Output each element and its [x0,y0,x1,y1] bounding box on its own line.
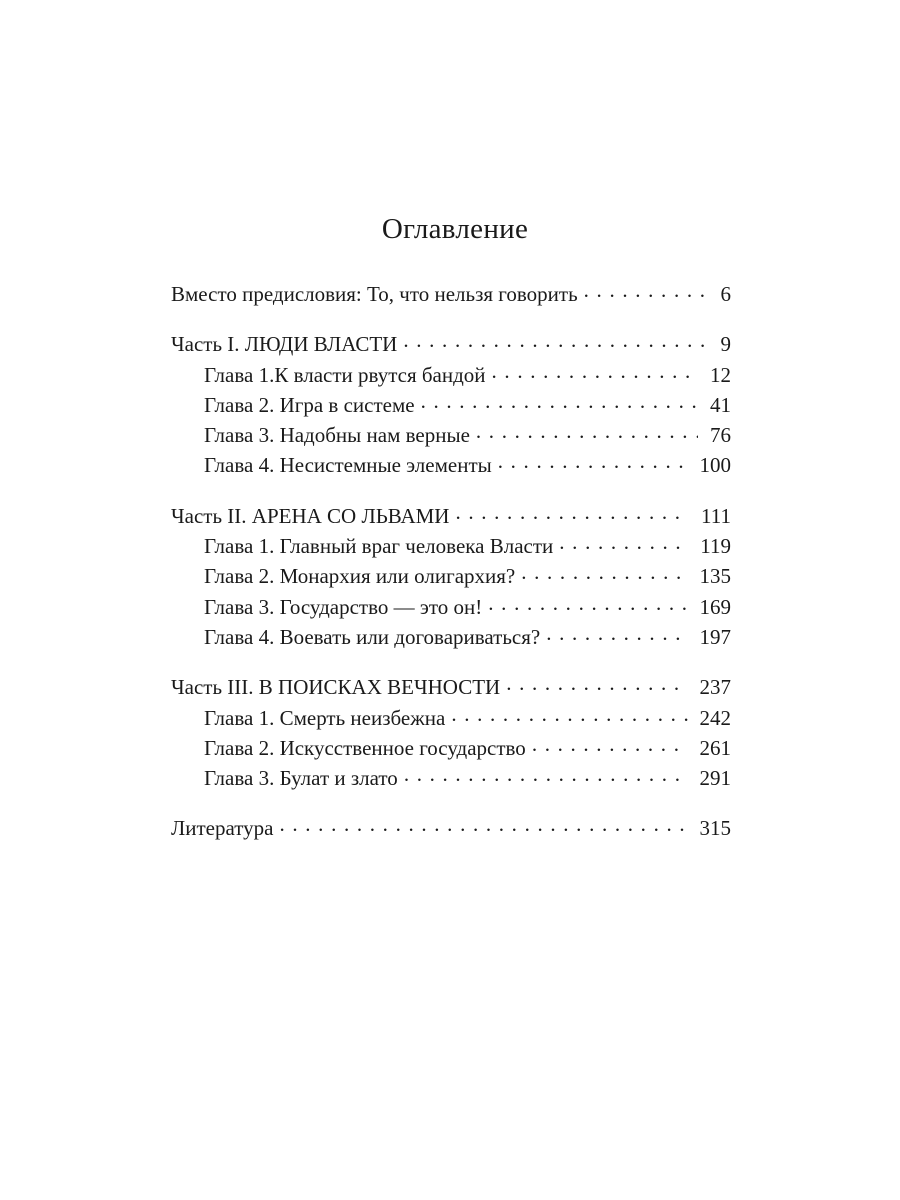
toc-entry-page: 237 [699,675,731,700]
toc-entry-page: 119 [700,534,731,559]
toc-entry-title: Часть I. ЛЮДИ ВЛАСТИ [171,332,398,357]
toc-entry-title: Глава 1. Смерть неизбежна [204,705,446,730]
toc-group-part-2 [171,502,731,653]
toc-entry-literature[interactable] [171,814,731,844]
toc-entry-page: 76 [710,423,731,448]
toc-entry-preface[interactable] [171,280,731,310]
toc-entry-title: Глава 3. Надобны нам верные [204,423,470,448]
toc-entry-page: 261 [699,735,731,760]
toc-entry-page: 197 [699,624,731,649]
dot-leader [279,814,687,835]
toc-entry-title: Литература [171,816,274,841]
toc-entry-page: 9 [720,332,731,357]
toc-entry-chapter[interactable] [171,764,731,794]
toc-entry-part-1[interactable] [171,330,731,360]
dot-leader [476,421,698,442]
dot-leader [403,330,708,351]
toc-entry-part-3[interactable] [171,673,731,703]
dot-leader [498,451,688,472]
toc-entry-page: 169 [699,594,731,619]
toc-entry-title: Глава 3. Булат и злато [204,766,398,791]
page-title: Оглавление [381,213,529,245]
toc-entry-chapter[interactable] [171,704,731,734]
toc-entry-chapter[interactable] [171,421,731,451]
dot-leader [559,532,688,553]
dot-leader [532,734,688,755]
toc-entry-title: Вместо предисловия: То, что нельзя говорить [171,282,578,306]
toc-entry-title: Глава 3. Государство — это он! [204,594,483,619]
toc-entry-title: Глава 4. Воевать или договариваться? [204,624,541,649]
toc-entry-chapter[interactable] [171,532,731,562]
dot-leader [506,673,687,694]
toc-entry-part-2[interactable] [171,502,731,532]
toc-group-literature [171,814,731,844]
toc-entry-page: 242 [699,705,731,730]
toc-entry-chapter[interactable] [171,562,731,592]
toc-entry-title: Глава 4. Несистемные элементы [204,453,492,478]
dot-leader [584,280,709,301]
toc-entry-page: 135 [699,564,731,589]
dot-leader [404,764,688,785]
dot-leader [451,704,687,725]
dot-leader [421,391,698,412]
toc-entry-page: 315 [699,816,731,841]
dot-leader [546,623,687,644]
toc-entry-page: 41 [710,392,731,417]
toc-entry-page: 6 [720,282,731,306]
toc-entry-title: Часть II. АРЕНА СО ЛЬВАМИ [171,503,450,528]
toc-entry-title: Глава 2. Искусственное государство [204,735,526,760]
toc-entry-chapter[interactable] [171,361,731,391]
toc-entry-page: 12 [710,362,731,387]
toc-entry-title: Глава 1.К власти рвутся бандой [204,362,486,387]
toc-entry-page: 100 [699,453,731,478]
toc-entry-title: Часть III. В ПОИСКАХ ВЕЧНОСТИ [171,675,501,700]
toc-entry-page: 111 [701,503,731,528]
toc-entry-chapter[interactable] [171,451,731,481]
table-of-contents [171,280,731,865]
dot-leader [488,593,687,614]
toc-entry-title: Глава 2. Игра в системе [204,392,415,417]
toc-entry-chapter[interactable] [171,593,731,623]
toc-entry-title: Глава 1. Главный враг человека Власти [204,534,554,559]
toc-group-part-3 [171,673,731,794]
toc-entry-title: Глава 2. Монархия или олигархия? [204,564,516,589]
toc-entry-chapter[interactable] [171,623,731,653]
dot-leader [492,361,698,382]
toc-entry-page: 291 [699,766,731,791]
dot-leader [455,502,689,523]
toc-entry-chapter[interactable] [171,391,731,421]
toc-entry-chapter[interactable] [171,734,731,764]
toc-group-part-1 [171,330,731,481]
dot-leader [521,562,687,583]
toc-group-preface [171,280,731,310]
